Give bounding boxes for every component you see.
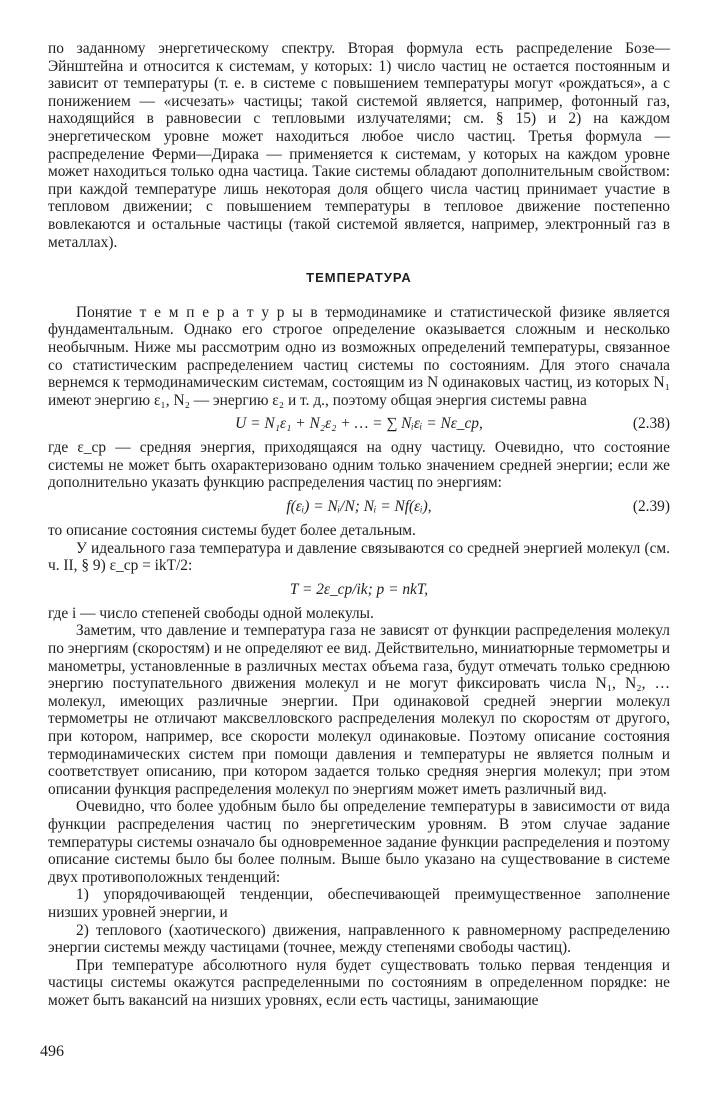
equation-2-38-number: (2.38)	[632, 415, 670, 433]
paragraph-degrees-of-freedom: где i — число степеней свободы одной молекулы.	[48, 604, 374, 622]
list-item-ordering-tendency: 1) упорядочивающей тенденции, обеспечивающей преимущественное заполнение низших уровней энергии, и	[48, 886, 670, 921]
paragraph-distribution-definition: Очевидно, что более удобным было бы определение температуры в зависимости от вида функции распределения частиц по энергетическим уровням. В этом случае задание температуры системы означало бы одновременное задание функции распределения и поэтому описание системы было бы более полным. Выше было указано на существование в системе двух противоположных тенденций:	[48, 798, 670, 886]
intro-paragraph: по заданному энергетическому спектру. Вторая формула есть распределение Бозе—Эйнштейна и относится к системам, у которых: 1) число частиц не остается постоянным и зависит от температуры (т. е. в системе с повышением температуры могут «рождаться», а с понижением — «исчезать» частицы; такой системой является, например, фотонный газ, находящийся в равновесии с тепловыми излучателями; см. § 15) и 2) на каждом энергетическом уровне может находиться любое число частиц. Третья формула — распределение Ферми—Дирака — применяется к системам, у которых на каждом уровне может находиться только одна частица. Такие системы обладают дополнительным свойством: при каждой температуре лишь некоторая доля общего числа частиц принимает участие в тепловом движении; с повышением температуры в тепловое движение постепенно вовлекаются и остальные частицы (такой системой является, например, электронный газ в металлах).	[48, 40, 670, 251]
paragraph-temperature-concept: Понятие т е м п е р а т у р ы в термодинамике и статистической физике является фундаментальным. Однако его строгое определение оказывается сложным и несколько необычным. Ниже мы рассмотрим одно из возможных определений температуры, связанное со статистическим распределением частиц системы по состояниям. Для этого сначала вернемся к термодинамическим системам, состоящим из N одинаковых частиц, из которых N₁ имеют энергию ε₁, N₂ — энергию ε₂ и т. д., поэтому общая энергия системы равна	[48, 303, 670, 409]
section-title: ТЕМПЕРАТУРА	[306, 270, 412, 286]
paragraph-absolute-zero: При температуре абсолютного нуля будет существовать только первая тенденция и частицы системы окажутся распределенными по состояниям в определенном порядке: не может быть вакансий на низших уровнях, если есть частицы, занимающие	[48, 956, 670, 1009]
equation-2-38-body: U = N₁ε₁ + N₂ε₂ + … = ∑ Nᵢεᵢ = Nε_ср,	[235, 415, 483, 433]
paragraph-average-energy: где ε_ср — средняя энергия, приходящаяся на одну частицу. Очевидно, что состояние системы не может быть охарактеризовано одним только значением средней энергии; если же дополнительно указать функцию распределения частиц по энергиям:	[48, 439, 670, 492]
equation-2-39	[48, 492, 670, 522]
paragraph-pressure-temperature: Заметим, что давление и температура газа не зависят от функции распределения молекул по энергиям (скоростям) и не определяют ее вид. Действительно, миниатюрные термометры и манометры, установленные в различных местах объема газа, будут отмечать только среднюю энергию поступательного движения молекул и не могут фиксировать числа N₁, N₂, … молекул, имеющих различные энергии. При одинаковой средней энергии молекул термометры не отличают максвелловского распределения молекул по скоростям от другого, при котором, например, все скорости молекул одинаковые. Поэтому описание состояния термодинамических систем при помощи давления и температуры не является полным и соответствует описанию, при котором задается только средняя энергия молекул; при этом описании функция распределения молекул по энергиям может иметь различный вид.	[48, 622, 670, 798]
equation-2-39-body: f(εᵢ) = Nᵢ/N; Nᵢ = Nf(εᵢ),	[286, 498, 432, 516]
page-number: 496	[40, 1043, 64, 1060]
list-item-thermal-motion: 2) теплового (хаотического) движения, направленного к равномерному распределению энергии системы между частицами (точнее, между степенями свободы частиц).	[48, 921, 670, 957]
paragraph-ideal-gas: У идеального газа температура и давление связываются со средней энергией молекул (см. ч. II, § 9) ε_ср = ikT/2:	[48, 539, 670, 575]
paragraph-detailed-description: то описание состояния системы будет более детальным.	[48, 522, 416, 540]
equation-ideal-gas	[48, 575, 670, 605]
equation-2-39-number: (2.39)	[632, 498, 670, 516]
equation-ideal-gas-body: T = 2ε_ср/ik; p = nkT,	[289, 580, 429, 598]
equation-2-38	[48, 409, 670, 439]
page-text	[48, 40, 670, 1010]
